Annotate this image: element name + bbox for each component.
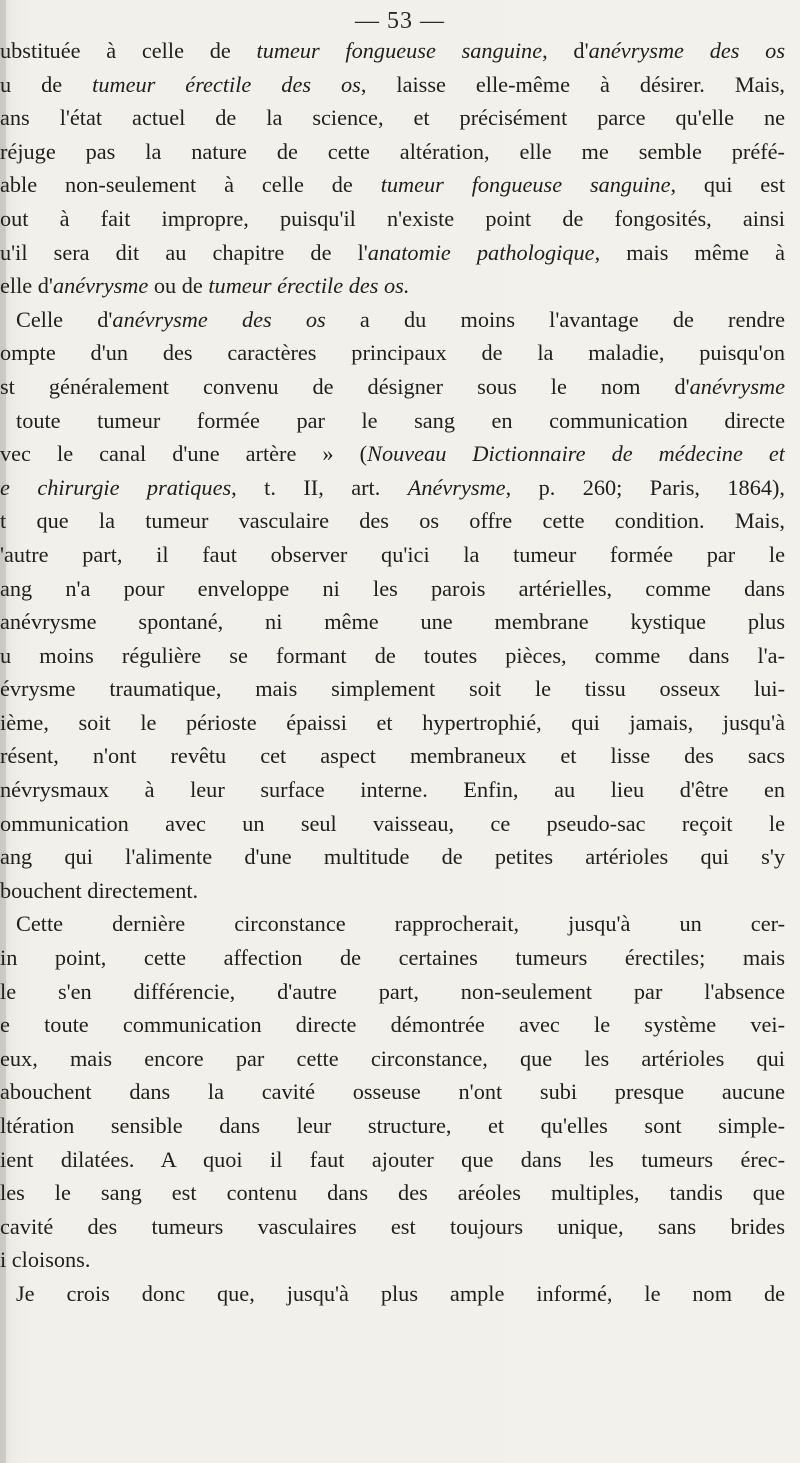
page-number: — 53 — bbox=[355, 8, 445, 34]
text-line: ang n'a pour enveloppe ni les parois artérielles, comme dans bbox=[0, 575, 785, 601]
text-line: i cloisons. bbox=[0, 1247, 91, 1273]
text-line: le s'en différencie, d'autre part, non-seulement par l'absence bbox=[0, 978, 785, 1004]
body-text bbox=[0, 34, 785, 1311]
paragraph-start-line: Cette dernière circonstance rapprocherait, jusqu'à un cer- bbox=[16, 911, 785, 937]
text-line: ubstituée à celle de tumeur fongueuse sanguine, d'anévrysme des os bbox=[0, 38, 785, 63]
paragraph-start-line: Celle d'anévrysme des os a du moins l'avantage de rendre bbox=[16, 306, 785, 332]
text-line: st généralement convenu de désigner sous le nom d'anévrysme bbox=[0, 373, 785, 399]
text-line: ans l'état actuel de la science, et précisément parce qu'elle ne bbox=[0, 105, 785, 131]
text-line: anévrysme spontané, ni même une membrane kystique plus bbox=[0, 609, 785, 635]
text-line: résent, n'ont revêtu cet aspect membraneux et lisse des sacs bbox=[0, 743, 785, 769]
text-line: ommunication avec un seul vaisseau, ce pseudo-sac reçoit le bbox=[0, 810, 785, 836]
text-line: ient dilatées. A quoi il faut ajouter que dans les tumeurs érec- bbox=[0, 1146, 785, 1172]
text-line: ang qui l'alimente d'une multitude de petites artérioles qui s'y bbox=[0, 844, 785, 870]
text-line: e toute communication directe démontrée avec le système vei- bbox=[0, 1012, 785, 1038]
text-line: ltération sensible dans leur structure, et qu'elles sont simple- bbox=[0, 1113, 785, 1138]
paragraph-start-line: Je crois donc que, jusqu'à plus ample informé, le nom de bbox=[16, 1280, 785, 1306]
text-line: 'autre part, il faut observer qu'ici la tumeur formée par le bbox=[0, 541, 785, 567]
text-line: u moins régulière se formant de toutes pièces, comme dans l'a- bbox=[0, 642, 785, 668]
text-line: elle d'anévrysme ou de tumeur érectile des os. bbox=[0, 273, 410, 299]
text-line: bouchent directement. bbox=[0, 877, 199, 903]
text-line: vec le canal d'une artère » (Nouveau Dictionnaire de médecine et bbox=[0, 441, 785, 467]
text-line: réjuge pas la nature de cette altération, elle me semble préfé- bbox=[0, 138, 785, 164]
text-line: évrysme traumatique, mais simplement soit le tissu osseux lui- bbox=[0, 676, 785, 702]
text-line: in point, cette affection de certaines tumeurs érectiles; mais bbox=[0, 945, 785, 971]
text-line: les le sang est contenu dans des aréoles multiples, tandis que bbox=[0, 1180, 785, 1206]
text-line: cavité des tumeurs vasculaires est toujours unique, sans brides bbox=[0, 1213, 785, 1239]
text-line: toute tumeur formée par le sang en communication directe bbox=[16, 407, 785, 433]
text-line: u'il sera dit au chapitre de l'anatomie pathologique, mais même à bbox=[0, 239, 785, 265]
text-line: ième, soit le périoste épaissi et hypertrophié, qui jamais, jusqu'à bbox=[0, 709, 785, 735]
text-line: t que la tumeur vasculaire des os offre cette condition. Mais, bbox=[0, 508, 785, 534]
text-line: u de tumeur érectile des os, laisse elle-même à désirer. Mais, bbox=[0, 71, 785, 97]
text-line: abouchent dans la cavité osseuse n'ont subi presque aucune bbox=[0, 1079, 785, 1105]
text-line: névrysmaux à leur surface interne. Enfin, au lieu d'être en bbox=[0, 777, 785, 803]
text-line: ompte d'un des caractères principaux de la maladie, puisqu'on bbox=[0, 340, 785, 366]
text-line: eux, mais encore par cette circonstance, que les artérioles qui bbox=[0, 1045, 785, 1071]
text-line: able non-seulement à celle de tumeur fongueuse sanguine, qui est bbox=[0, 172, 785, 198]
text-line: out à fait impropre, puisqu'il n'existe point de fongosités, ainsi bbox=[0, 205, 785, 231]
text-line: e chirurgie pratiques, t. II, art. Anévrysme, p. 260; Paris, 1864), bbox=[0, 474, 785, 500]
